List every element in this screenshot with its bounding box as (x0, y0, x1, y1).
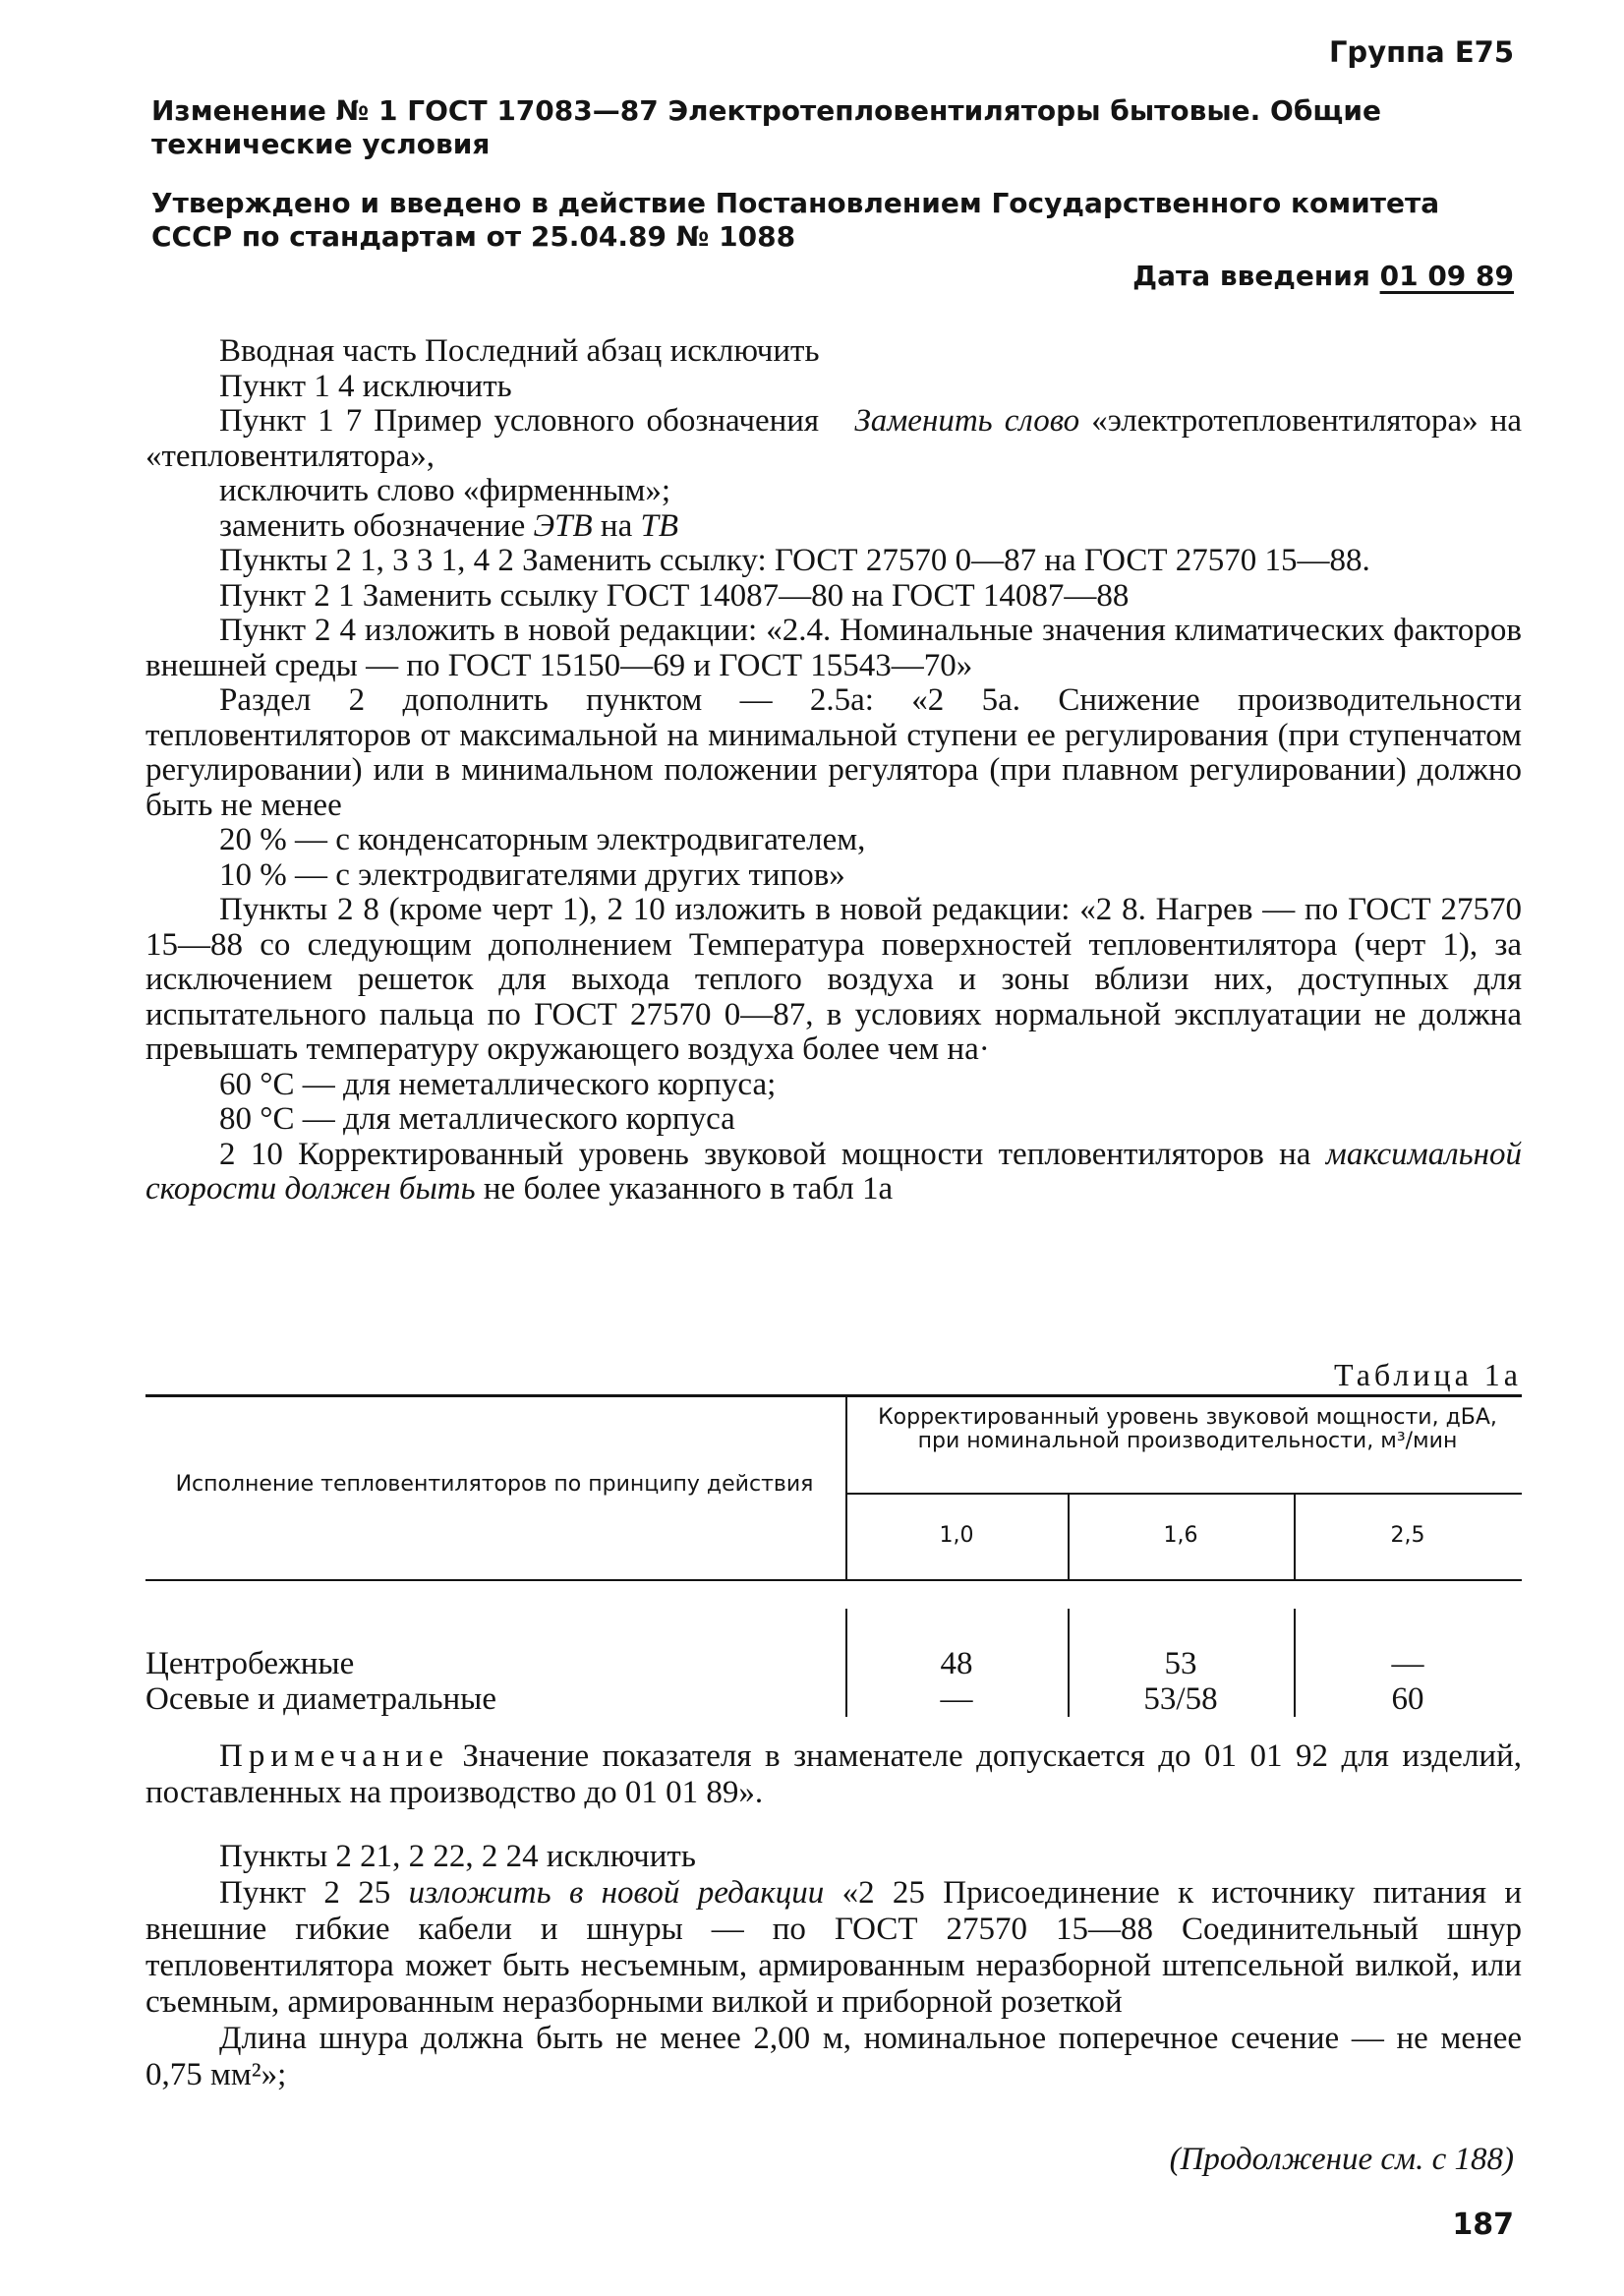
note-text: Значение показателя в знаменателе допускается до 01 01 92 для изделий, поставленных на производство до 01 01 89». (145, 1738, 1522, 1810)
paragraph: 20 % — с конденсаторным электродвигателем, (219, 822, 866, 857)
table-caption: Таблица 1а (1333, 1357, 1522, 1392)
paragraph: Пункт 1 4 исключить (219, 368, 512, 404)
subheader-2-5: 2,5 (1390, 1523, 1425, 1548)
date-label: Дата введения (1132, 260, 1370, 292)
paragraph: исключить слово «фирменным»; (219, 473, 671, 508)
paragraph: Пункты 2 21, 2 22, 2 24 исключить (219, 1839, 696, 1874)
text-run: 2 10 Корректированный уровень звуковой мощности тепловентиляторов на (219, 1136, 1311, 1172)
table-cell: 48 (940, 1646, 973, 1681)
page-number: 187 (1452, 2208, 1514, 2242)
paragraph (145, 509, 1522, 545)
amendment-body-continued (145, 1738, 1522, 2093)
table-subheader-rule (845, 1493, 1522, 1495)
note-label: Примечание (219, 1738, 449, 1774)
column-group-header: Корректированный уровень звуковой мощности, дБА, при номинальной производительности, м³/мин (878, 1405, 1497, 1453)
subheader-1-6: 1,6 (1163, 1523, 1198, 1548)
noise-level-table (145, 1394, 1522, 1717)
paragraph (145, 1138, 1522, 1207)
table-cell: 53 (1164, 1646, 1197, 1681)
paragraph: Пункт 2 4 изложить в новой редакции: «2.4. Номинальные значения климатических факторов внешней среды — по ГОСТ 15150—69 и ГОСТ 15543—70» (145, 613, 1522, 683)
text-run-italic: изложить в новой редакции (408, 1875, 825, 1911)
paragraph: 80 °С — для металлического корпуса (219, 1101, 735, 1137)
paragraph (145, 404, 1522, 474)
text-run-italic: Заменить слово (854, 403, 1080, 439)
text-run: заменить обозначение (219, 507, 526, 544)
document-page (145, 0, 1522, 2296)
column-header-type: Исполнение тепловентиляторов по принципу действия (175, 1472, 814, 1497)
text-run-italic: максимальной скорости должен быть (145, 1136, 1523, 1207)
amendment-body (145, 334, 1522, 1207)
text-run: Пункт 2 25 (219, 1875, 391, 1911)
table-top-rule (145, 1394, 1522, 1397)
table-col-divider (845, 1394, 847, 1579)
text-run-italic: ТВ (640, 507, 678, 544)
table-note (145, 1738, 1522, 1811)
paragraph: Длина шнура должна быть не менее 2,00 м, номинальное поперечное сечение — не менее 0,75 мм²»; (145, 2021, 1522, 2092)
paragraph: 60 °С — для неметаллического корпуса; (219, 1066, 777, 1102)
approval-statement: Утверждено и введено в действие Постановлением Государственного комитета СССР по стандартам от 25.04.89 № 1088 (151, 187, 1440, 253)
change-title: Изменение № 1 ГОСТ 17083—87 Электротепловентиляторы бытовые. Общие технические условия (151, 94, 1381, 160)
table-cell: — (940, 1681, 973, 1717)
paragraph (145, 1875, 1522, 2021)
text-run-italic: ЭТВ (533, 507, 593, 544)
group-code: Группа Е75 (1328, 35, 1514, 69)
text-run: не более указанного в табл 1а (483, 1171, 894, 1207)
row-name-centrifugal: Центробежные (145, 1646, 355, 1681)
text-run: «электротепловентилятора» на «тепловентилятора», (145, 403, 1523, 474)
date-value: 01 09 89 (1379, 260, 1514, 292)
table-cell: 60 (1391, 1681, 1424, 1717)
row-name-axial: Осевые и диаметральные (145, 1681, 496, 1717)
paragraph: 10 % — с электродвигателями других типов» (219, 856, 845, 893)
subheader-1-0: 1,0 (939, 1523, 974, 1548)
text-run: на (600, 507, 633, 544)
paragraph: Пункт 2 1 Заменить ссылку ГОСТ 14087—80 на ГОСТ 14087—88 (219, 577, 1130, 614)
paragraph: Пункты 2 1, 3 3 1, 4 2 Заменить ссылку: ГОСТ 27570 0—87 на ГОСТ 27570 15—88. (219, 543, 1370, 578)
paragraph: Раздел 2 дополнить пунктом — 2.5а: «2 5а. Снижение производительности тепловентиляторов от максимальной на минимальной ступени ее регулирования (при ступенчатом регулировании) или в минимальном положении регулятора (при плавном регулировании) должно быть не менее (145, 682, 1522, 823)
effective-date (1132, 260, 1514, 292)
text-run: «2 25 Присоединение к источнику питания и внешние гибкие кабели и шнуры — по ГОСТ 27570 15—88 Соединительный шнур тепловентилятора может быть несъемным, армированным неразборной штепсельной вилкой, или съемным, армированным неразборными вилкой и приборной розеткой (145, 1875, 1523, 2020)
table-cell: 53/58 (1143, 1681, 1218, 1717)
continuation-note: (Продолжение см. с 188) (1169, 2142, 1514, 2177)
paragraph: Пункты 2 8 (кроме черт 1), 2 10 изложить в новой редакции: «2 8. Нагрев — по ГОСТ 27570 15—88 со следующим дополнением Температура поверхностей тепловентилятора (черт 1), за исключением решеток для выхода теплого воздуха и зоны вблизи них, доступных для испытательного пальца по ГОСТ 27570 0—87, в условиях нормальной эксплуатации не должна превышать температуру окружающего воздуха более чем на· (145, 892, 1522, 1067)
text-run: Пункт 1 7 Пример условного обозначения (219, 403, 820, 439)
paragraph: Вводная часть Последний абзац исключить (219, 333, 820, 369)
table-header-rule (145, 1579, 1522, 1581)
table-cell: — (1391, 1646, 1424, 1681)
